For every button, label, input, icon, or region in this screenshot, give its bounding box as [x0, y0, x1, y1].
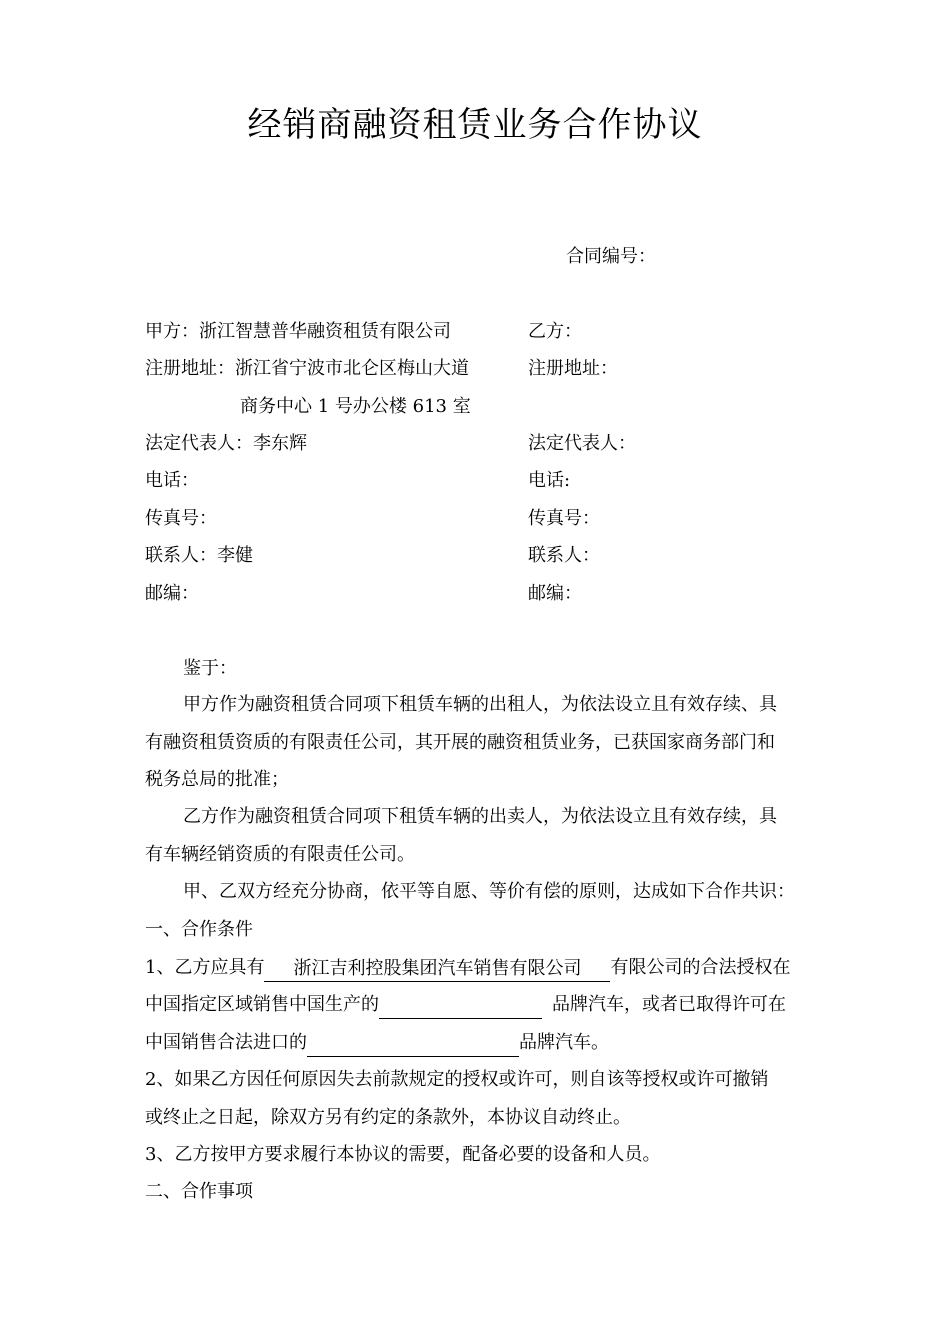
page-title: 经销商融资租赁业务合作协议 [247, 105, 703, 145]
domestic-brand-blank [379, 994, 542, 1019]
party-b-contact: 联系人： [528, 545, 600, 566]
party-b-fax: 传真号： [528, 508, 600, 529]
party-a-contact: 联系人：李健 [145, 545, 253, 566]
party-a-address: 注册地址：浙江省宁波市北仑区梅山大道 [145, 358, 469, 379]
party-a-postcode: 邮编： [145, 583, 199, 604]
party-b-legal-rep: 法定代表人： [528, 433, 636, 454]
paragraph-line: 3、乙方按甲方要求履行本协议的需要，配备必要的设备和人员。 [145, 1144, 661, 1165]
clause-1-line-3 [145, 1029, 609, 1057]
clause-text: 中国指定区域销售中国生产的 [145, 994, 379, 1015]
clause-1-line-1 [145, 954, 790, 982]
clause-text: 有限公司的合法授权在 [610, 957, 791, 978]
party-a-name: 甲方：浙江智慧普华融资租赁有限公司 [145, 321, 451, 342]
clause-text: 品牌汽车。 [519, 1032, 609, 1053]
party-b-name: 乙方： [528, 321, 582, 342]
party-a-phone: 电话： [145, 470, 199, 491]
paragraph-line: 乙方作为融资租赁合同项下租赁车辆的出卖人，为依法设立且有效存续，具 [183, 806, 777, 827]
party-b-postcode: 邮编： [528, 583, 582, 604]
paragraph-line: 2、如果乙方因任何原因失去前款规定的授权或许可，则自该等授权或许可撤销 [145, 1069, 769, 1090]
clause-text: 中国销售合法进口的 [145, 1032, 307, 1053]
clause-text: 1、乙方应具有 [145, 957, 265, 978]
clause-1-line-2 [145, 991, 786, 1019]
paragraph-line: 有融资租赁资质的有限责任公司，其开展的融资租赁业务，已获国家商务部门和 [145, 732, 775, 753]
section-heading: 二、合作事项 [145, 1181, 253, 1202]
paragraph-line: 甲、乙双方经充分协商，依平等自愿、等价有偿的原则，达成如下合作共识： [183, 881, 795, 902]
paragraph-line: 有车辆经销资质的有限责任公司。 [145, 844, 415, 865]
paragraph-line: 税务总局的批准； [145, 769, 289, 790]
whereas-heading: 鉴于： [183, 658, 237, 679]
section-heading: 一、合作条件 [145, 919, 253, 940]
imported-brand-blank [307, 1032, 519, 1057]
party-b-phone: 电话: [528, 470, 571, 491]
party-b-address: 注册地址： [528, 358, 618, 379]
contract-number-label: 合同编号： [566, 246, 656, 267]
party-a-legal-rep: 法定代表人：李东辉 [145, 433, 307, 454]
paragraph-line: 或终止之日起，除双方另有约定的条款外，本协议自动终止。 [145, 1107, 631, 1128]
authorized-company-field: 浙江吉利控股集团汽车销售有限公司 [264, 957, 610, 982]
party-a-address-cont: 商务中心 1 号办公楼 613 室 [240, 396, 471, 417]
paragraph-line: 甲方作为融资租赁合同项下租赁车辆的出租人，为依法设立且有效存续、具 [183, 694, 777, 715]
party-a-fax: 传真号： [145, 508, 217, 529]
clause-text: 品牌汽车，或者已取得许可在 [552, 994, 786, 1015]
